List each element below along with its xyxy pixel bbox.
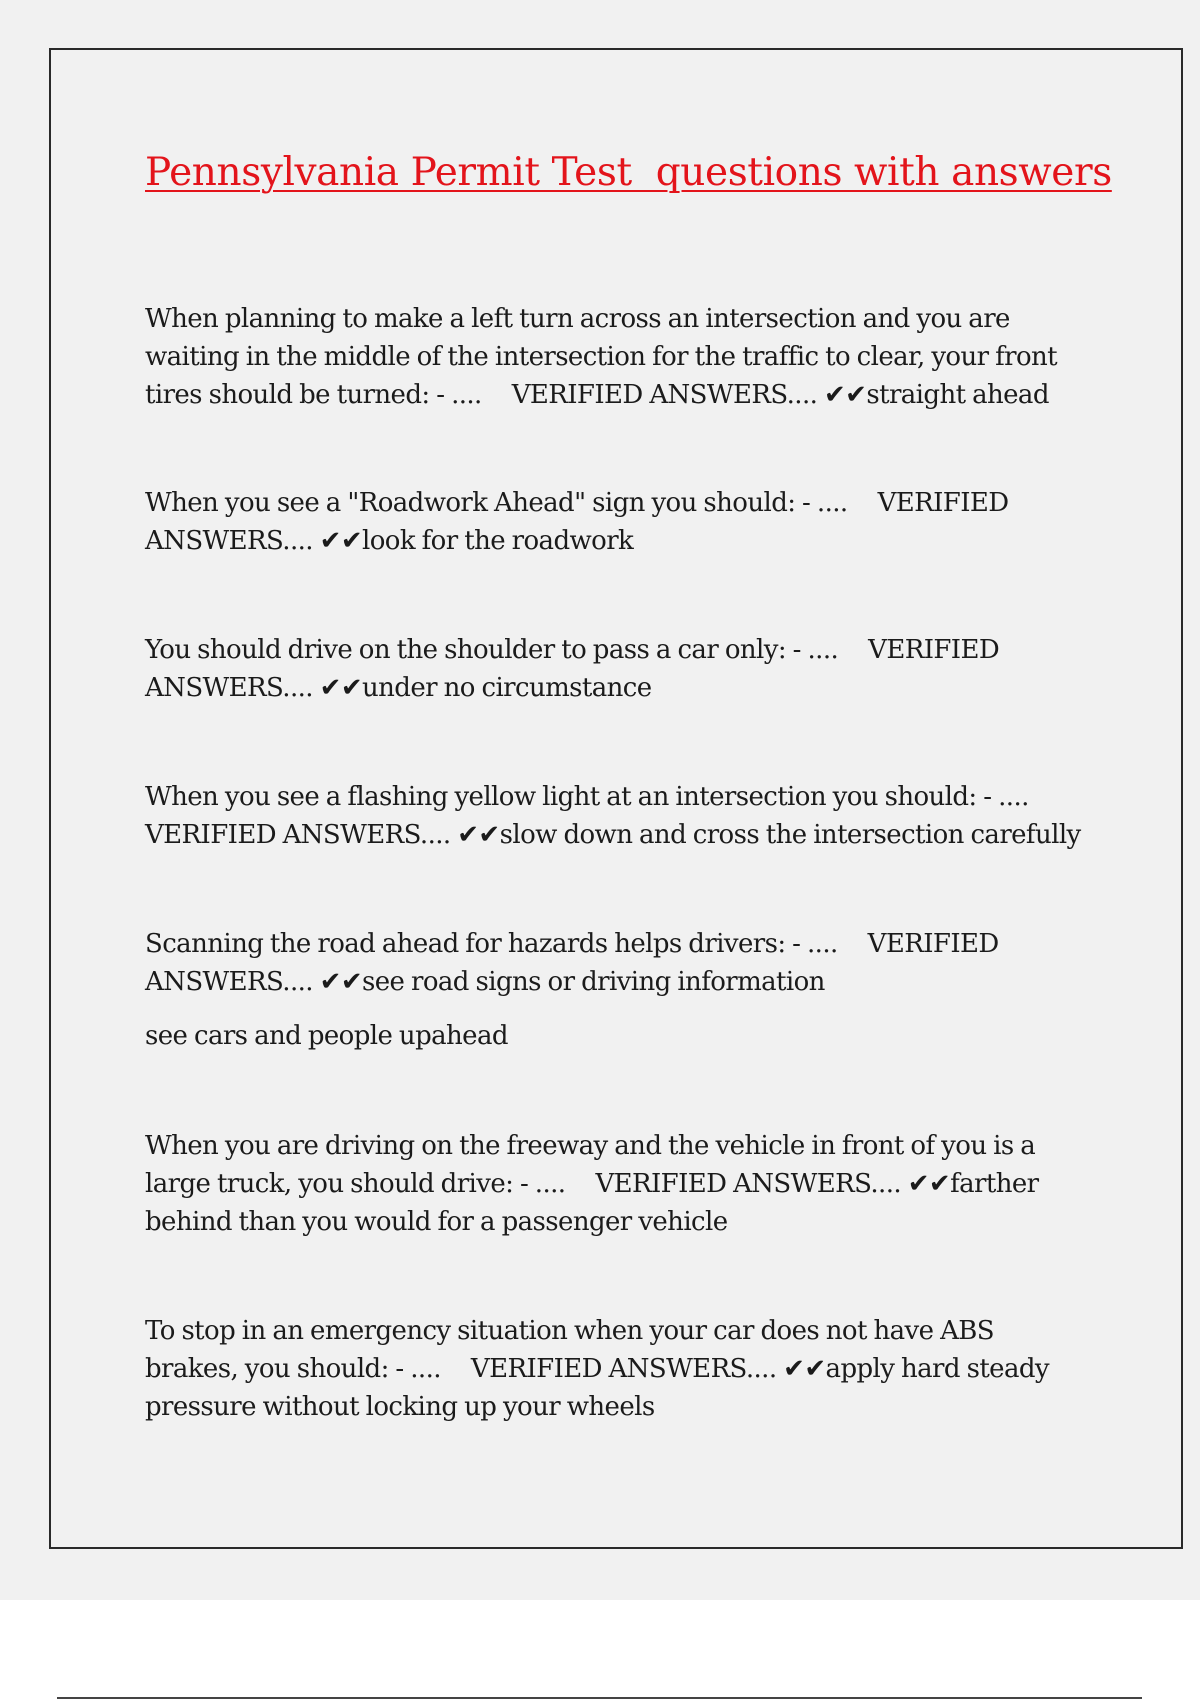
checkmark-icon: ✔✔: [783, 1354, 826, 1384]
checkmark-icon: ✔✔: [319, 526, 363, 556]
qa-item-7: [145, 1312, 1085, 1426]
checkmark-icon: ✔✔: [823, 380, 867, 410]
footer-divider: [57, 1697, 1142, 1699]
answer-text: look for the roadwork: [362, 526, 634, 556]
answer-text: apply hard steady pressure without locking up your wheels: [145, 1354, 1049, 1422]
verified-answers-label: VERIFIED ANSWERS....: [595, 1169, 902, 1199]
checkmark-icon: ✔✔: [319, 673, 363, 703]
checkmark-icon: ✔✔: [319, 967, 363, 997]
question-text: Scanning the road ahead for hazards helps drivers: - ....: [145, 929, 838, 959]
qa-item-1: [145, 300, 1085, 414]
answer-text: under no circumstance: [362, 673, 652, 703]
question-text: To stop in an emergency situation when your car does not have ABS brakes, you should: - ....: [145, 1316, 994, 1384]
checkmark-icon: ✔✔: [457, 820, 500, 850]
qa-item-6: [145, 1127, 1085, 1241]
verified-answers-label: VERIFIED ANSWERS....: [145, 488, 1009, 556]
qa-item-3: [145, 631, 1085, 707]
question-text: You should drive on the shoulder to pass a car only: - ....: [145, 635, 839, 665]
verified-answers-label: VERIFIED ANSWERS....: [145, 929, 999, 997]
verified-answers-label: VERIFIED ANSWERS....: [511, 380, 818, 410]
question-text: When you see a "Roadwork Ahead" sign you should: - ....: [145, 488, 848, 518]
document-title: Pennsylvania Permit Test questions with answers: [145, 150, 1112, 195]
checkmark-icon: ✔✔: [907, 1169, 951, 1199]
answer-extra-text: see cars and people upahead: [145, 1021, 508, 1051]
qa-item-4: [145, 778, 1085, 854]
answer-text: farther behind than you would for a passenger vehicle: [145, 1169, 1039, 1237]
question-text: When you are driving on the freeway and the vehicle in front of you is a large truck, you should drive: - ....: [145, 1131, 1036, 1199]
answer-text: straight ahead: [866, 380, 1049, 410]
verified-answers-label: VERIFIED ANSWERS....: [145, 820, 451, 850]
question-text: When planning to make a left turn across an intersection and you are waiting in the middle of the intersection for the traffic to clear, your front tires should be turned: - ....: [145, 304, 1058, 410]
qa-item-5: [145, 925, 1085, 1055]
answer-text: slow down and cross the intersection carefully: [499, 820, 1081, 850]
answer-text: see road signs or driving information: [362, 967, 825, 997]
verified-answers-label: VERIFIED ANSWERS....: [470, 1354, 777, 1384]
qa-item-2: [145, 484, 1085, 560]
question-text: When you see a flashing yellow light at an intersection you should: - ....: [145, 782, 1029, 812]
verified-answers-label: VERIFIED ANSWERS....: [145, 635, 1000, 703]
